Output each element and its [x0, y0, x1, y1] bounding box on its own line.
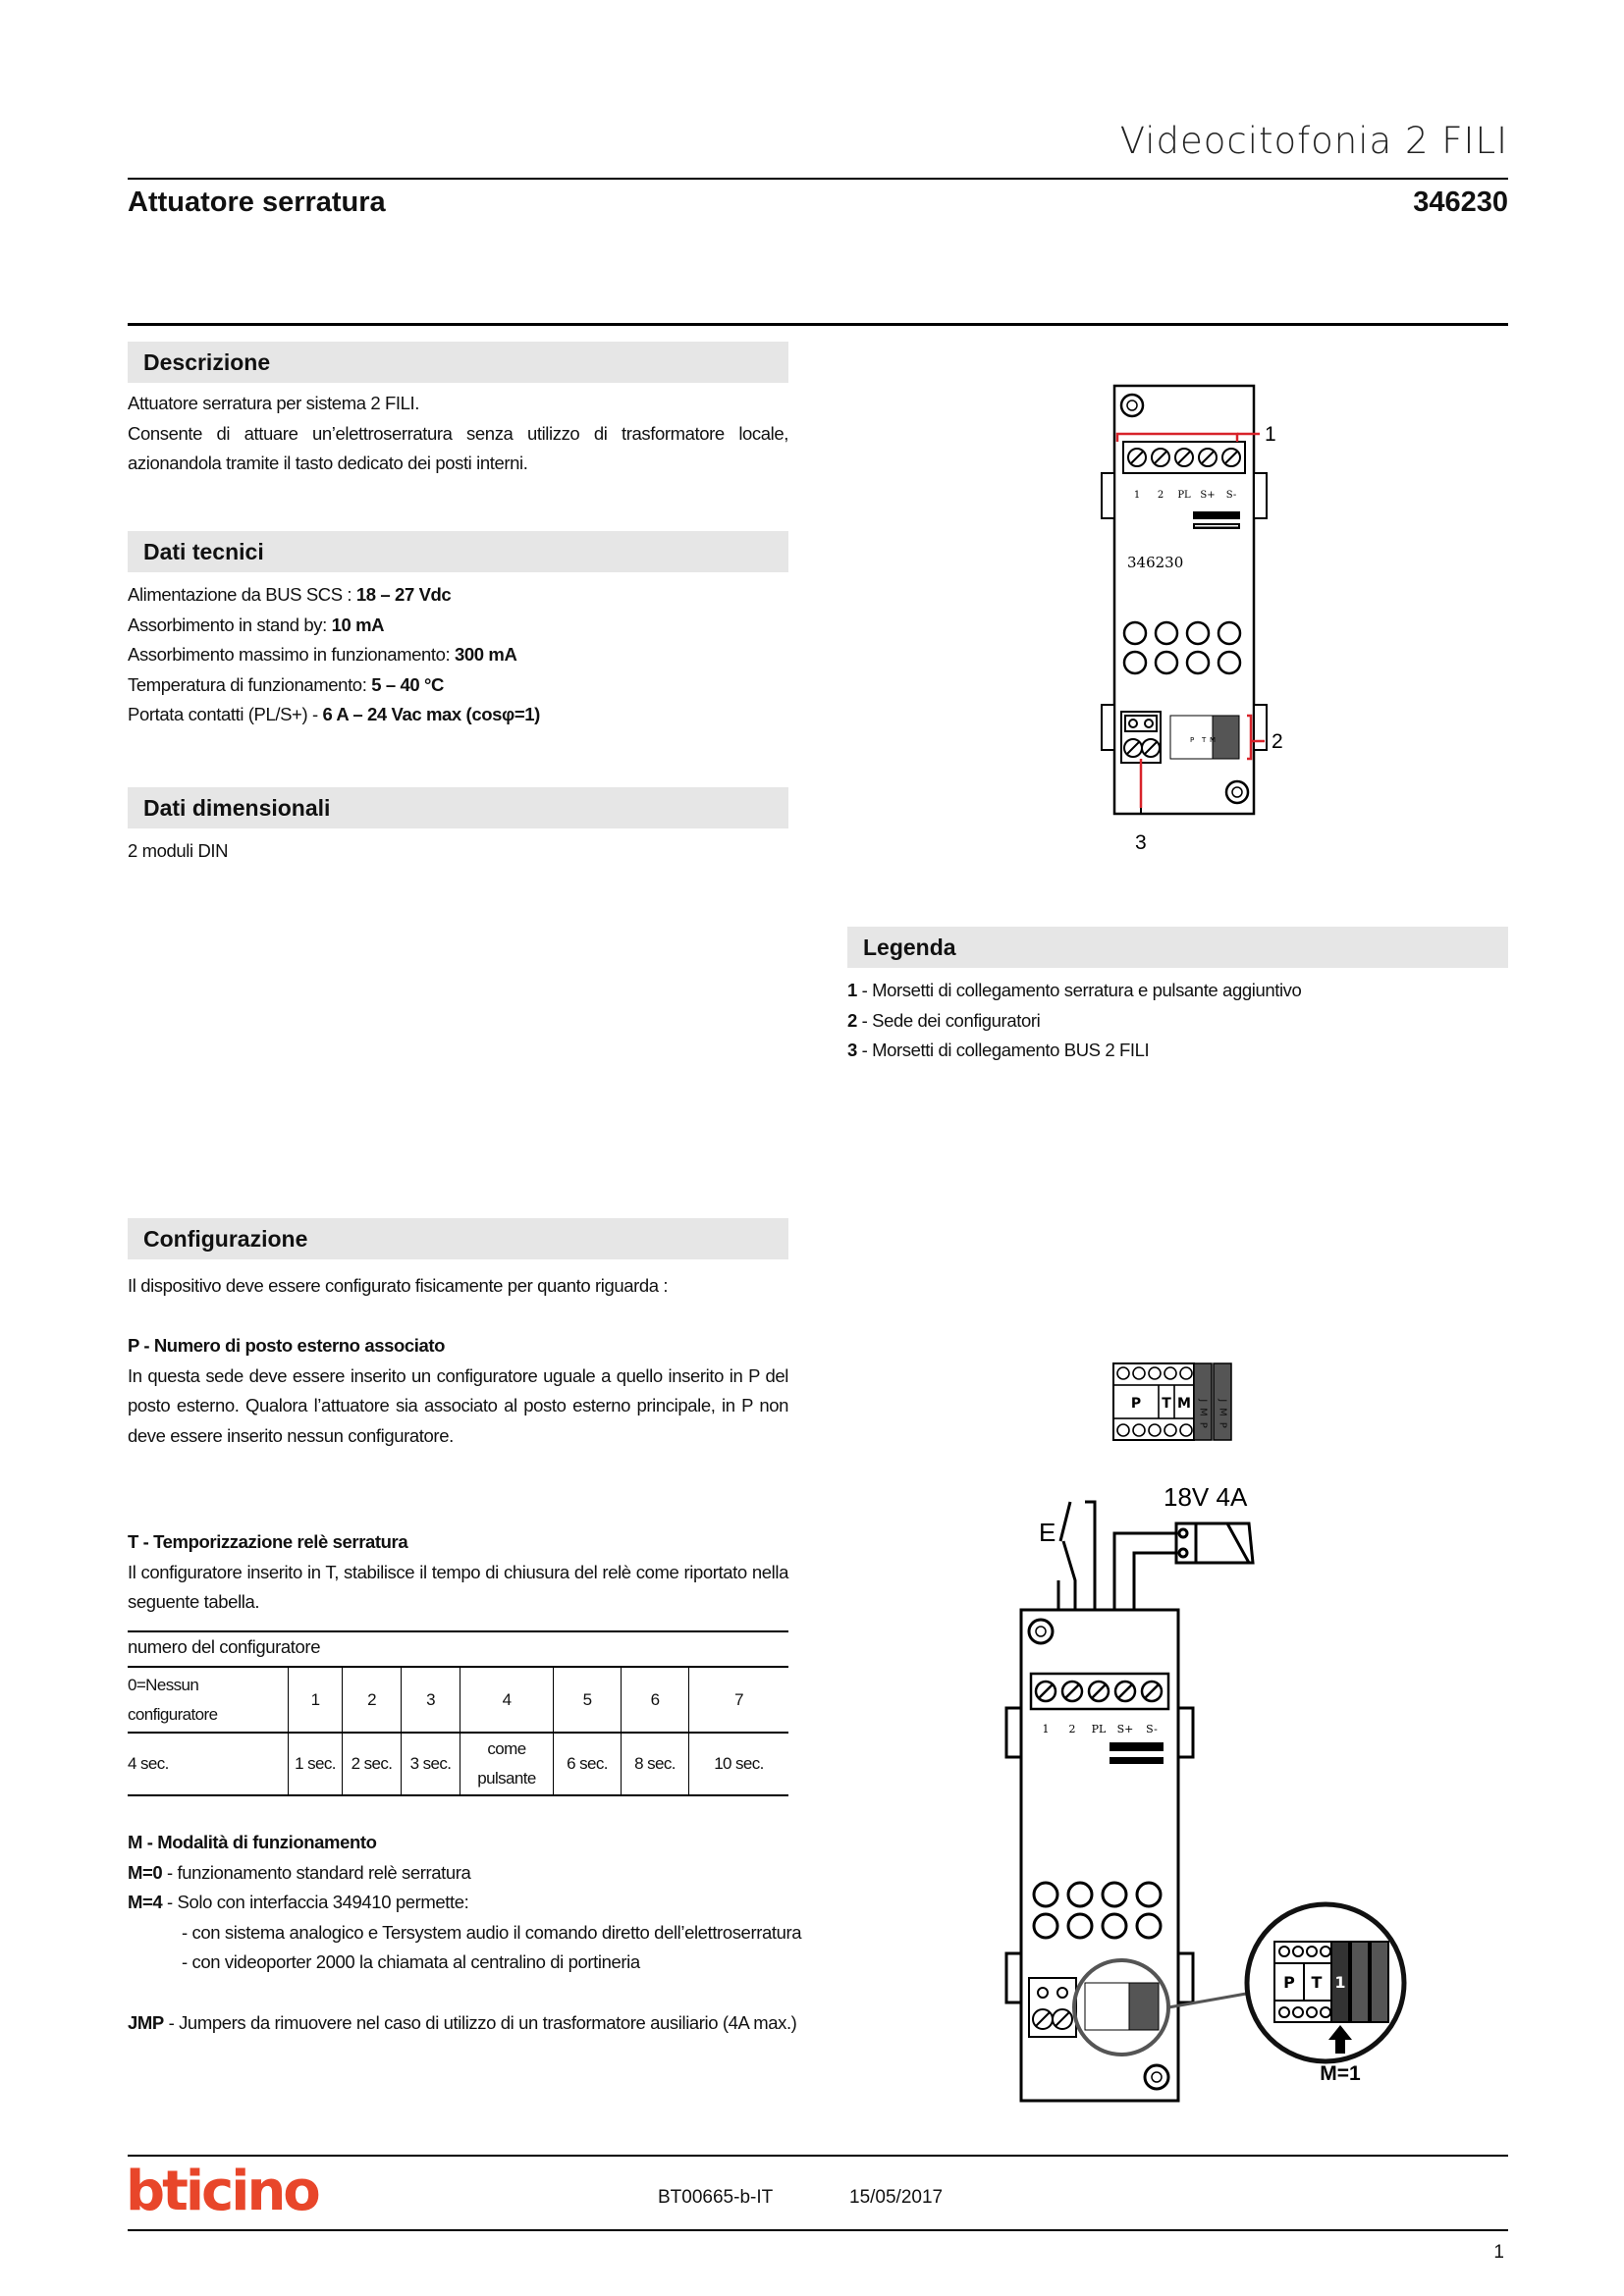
- din-clip-right: [1254, 473, 1267, 518]
- config-p-title: P - Numero di posto esterno associato: [128, 1335, 446, 1356]
- configurator-seat: [1170, 716, 1239, 759]
- category-title: Videocitofonia 2 FILI: [1119, 120, 1508, 162]
- table-cell: 6: [622, 1668, 689, 1733]
- legenda-item: 1 - Morsetti di collegamento serratura e pulsante aggiuntivo: [847, 980, 1302, 1000]
- table-cell: 8 sec.: [622, 1733, 689, 1795]
- config-label-m: M: [1177, 1396, 1191, 1412]
- terminal-label: 1: [1133, 490, 1141, 501]
- config-m4-sub2: - con videoporter 2000 la chiamata al centralino di portineria: [182, 1951, 640, 1973]
- spec-row: Assorbimento in stand by: 10 mA: [128, 614, 385, 635]
- table-row: [128, 1668, 788, 1733]
- table-cell: 3: [402, 1668, 460, 1733]
- terminal-label: 1: [1042, 1723, 1050, 1735]
- product-name: Attuatore serratura: [128, 187, 386, 218]
- config-m4-sub1: - con sistema analogico e Tersystem audio il comando diretto dell’elettroserratura: [182, 1921, 802, 1943]
- footer-rule-top: [128, 2155, 1508, 2157]
- jumper-label: JMP: [1217, 1399, 1228, 1434]
- footer-rule-bottom: [128, 2229, 1508, 2231]
- din-clip-left: [1102, 473, 1114, 518]
- svg-text:M: M: [1210, 736, 1217, 744]
- section-descrizione: Descrizione: [128, 342, 788, 383]
- descrizione-text: [128, 389, 788, 479]
- callout-3: 3: [1135, 831, 1147, 854]
- callout-2: 2: [1272, 730, 1283, 753]
- terminal-block: [1123, 442, 1245, 473]
- terminal-label: PL: [1177, 490, 1191, 501]
- terminal-label: S+: [1200, 490, 1216, 501]
- zoom-label-p: P: [1283, 1973, 1295, 1992]
- header-rule-bottom: [128, 323, 1508, 326]
- config-jmp: JMP - Jumpers da rimuovere nel caso di utilizzo di un trasformatore ausiliario (4A max.): [128, 2012, 797, 2033]
- bus-terminal: [1121, 712, 1161, 763]
- brand-logo: bticino: [126, 2160, 318, 2223]
- table-cell: 5: [554, 1668, 622, 1733]
- table-cell: come pulsante: [460, 1733, 554, 1795]
- config-p-block: [128, 1331, 788, 1451]
- config-t-block: [128, 1527, 788, 1618]
- product-code: 346230: [1413, 187, 1508, 218]
- configurator-seat-2: [1085, 1983, 1159, 2030]
- table-cell: 0=Nessun configuratore: [128, 1675, 218, 1724]
- config-label-p: P: [1130, 1396, 1142, 1412]
- zoom-digit: 1: [1334, 1973, 1346, 1992]
- bus-terminal-2: [1029, 1978, 1076, 2037]
- doc-code: BT00665-b-IT: [658, 2187, 774, 2208]
- terminal-label: 2: [1068, 1723, 1076, 1735]
- svg-text:T: T: [1202, 736, 1207, 744]
- table-cell: 6 sec.: [554, 1733, 622, 1795]
- table-cell: 10 sec.: [689, 1733, 789, 1795]
- spec-row: Alimentazione da BUS SCS : 18 – 27 Vdc: [128, 584, 452, 605]
- spec-row: Assorbimento massimo in funzionamento: 300 mA: [128, 644, 517, 666]
- spec-row: Portata contatti (PL/S+) - 6 A – 24 Vac max (cosφ=1): [128, 704, 540, 725]
- doc-date: 15/05/2017: [849, 2187, 944, 2208]
- header-rule-top: [128, 178, 1508, 180]
- terminal-label: S+: [1116, 1723, 1134, 1735]
- device-diagram: [1100, 378, 1316, 859]
- dati-dimensionali-text: 2 moduli DIN: [128, 840, 229, 861]
- table-cell: 7: [689, 1668, 789, 1733]
- configurator-diagram: [1110, 1360, 1247, 1443]
- descrizione-line1: Attuatore serratura per sistema 2 FILI.: [128, 393, 419, 413]
- wired-terminal-block: [1031, 1674, 1168, 1709]
- din-clip-left-bottom: [1102, 705, 1114, 750]
- terminal-label: S-: [1225, 490, 1237, 501]
- config-m-title: M - Modalità di funzionamento: [128, 1832, 377, 1852]
- config-m4: M=4 - Solo con interfaccia 349410 permette:: [128, 1892, 469, 1913]
- config-t-text: Il configuratore inserito in T, stabilisce il tempo di chiusura del relè come riportato nella seguente tabella.: [128, 1561, 788, 1613]
- spec-row: Temperatura di funzionamento: 5 – 40 °C: [128, 673, 444, 695]
- config-label-t: T: [1162, 1396, 1171, 1412]
- legenda-item: 2 - Sede dei configuratori: [847, 1009, 1041, 1031]
- table-cell: 3 sec.: [402, 1733, 460, 1795]
- section-dati-tecnici: Dati tecnici: [128, 531, 788, 572]
- power-supply-icon: [1176, 1523, 1253, 1563]
- power-label: 18V 4A: [1164, 1482, 1248, 1512]
- zoom-label-t: T: [1311, 1973, 1323, 1992]
- config-m-block: [128, 1828, 815, 1978]
- lock-label: E: [1039, 1518, 1056, 1547]
- config-m0: M=0 - funzionamento standard relè serratura: [128, 1861, 471, 1883]
- table-cell: 2: [343, 1668, 402, 1733]
- descrizione-line2: Consente di attuare un’elettroserratura senza utilizzo di trasformatore locale, azionandola tramite il tasto dedicato dei posti interni.: [128, 422, 788, 474]
- section-dati-dimensionali: Dati dimensionali: [128, 787, 788, 828]
- legenda-item: 3 - Morsetti di collegamento BUS 2 FILI: [847, 1040, 1150, 1061]
- table-cell: 4 sec.: [128, 1754, 169, 1773]
- terminal-label: 2: [1157, 490, 1164, 501]
- page-number: 1: [1493, 2242, 1504, 2263]
- config-t-title: T - Temporizzazione relè serratura: [128, 1531, 408, 1552]
- legenda-list: [847, 976, 1508, 1066]
- section-legenda: Legenda: [847, 927, 1508, 968]
- svg-text:P: P: [1190, 736, 1195, 744]
- table-row: [128, 1733, 788, 1795]
- terminal-label: PL: [1091, 1723, 1107, 1735]
- table-cell: 1 sec.: [289, 1733, 343, 1795]
- table-header: numero del configuratore: [128, 1636, 321, 1657]
- jumper-label: JMP: [1197, 1399, 1209, 1434]
- terminal-label: S-: [1146, 1723, 1158, 1735]
- table-cell: 4: [460, 1668, 554, 1733]
- config-table: [128, 1668, 788, 1796]
- callout-1: 1: [1265, 423, 1276, 446]
- table-cell: 1: [289, 1668, 343, 1733]
- zoom-label: M=1: [1320, 2062, 1361, 2085]
- section-configurazione: Configurazione: [128, 1218, 788, 1259]
- dati-tecnici-list: [128, 580, 788, 730]
- din-clip-right-bottom: [1254, 705, 1267, 750]
- config-p-text: In questa sede deve essere inserito un configuratore uguale a quello inserito in P del posto esterno. Qualora l’attuatore sia associato al posto esterno principale, in P non deve essere inserito nessun configuratore.: [128, 1364, 788, 1446]
- config-intro: Il dispositivo deve essere configurato fisicamente per quanto riguarda :: [128, 1275, 669, 1296]
- table-cell: 2 sec.: [343, 1733, 402, 1795]
- device-code: 346230: [1127, 554, 1184, 571]
- wiring-diagram: [903, 1472, 1424, 2120]
